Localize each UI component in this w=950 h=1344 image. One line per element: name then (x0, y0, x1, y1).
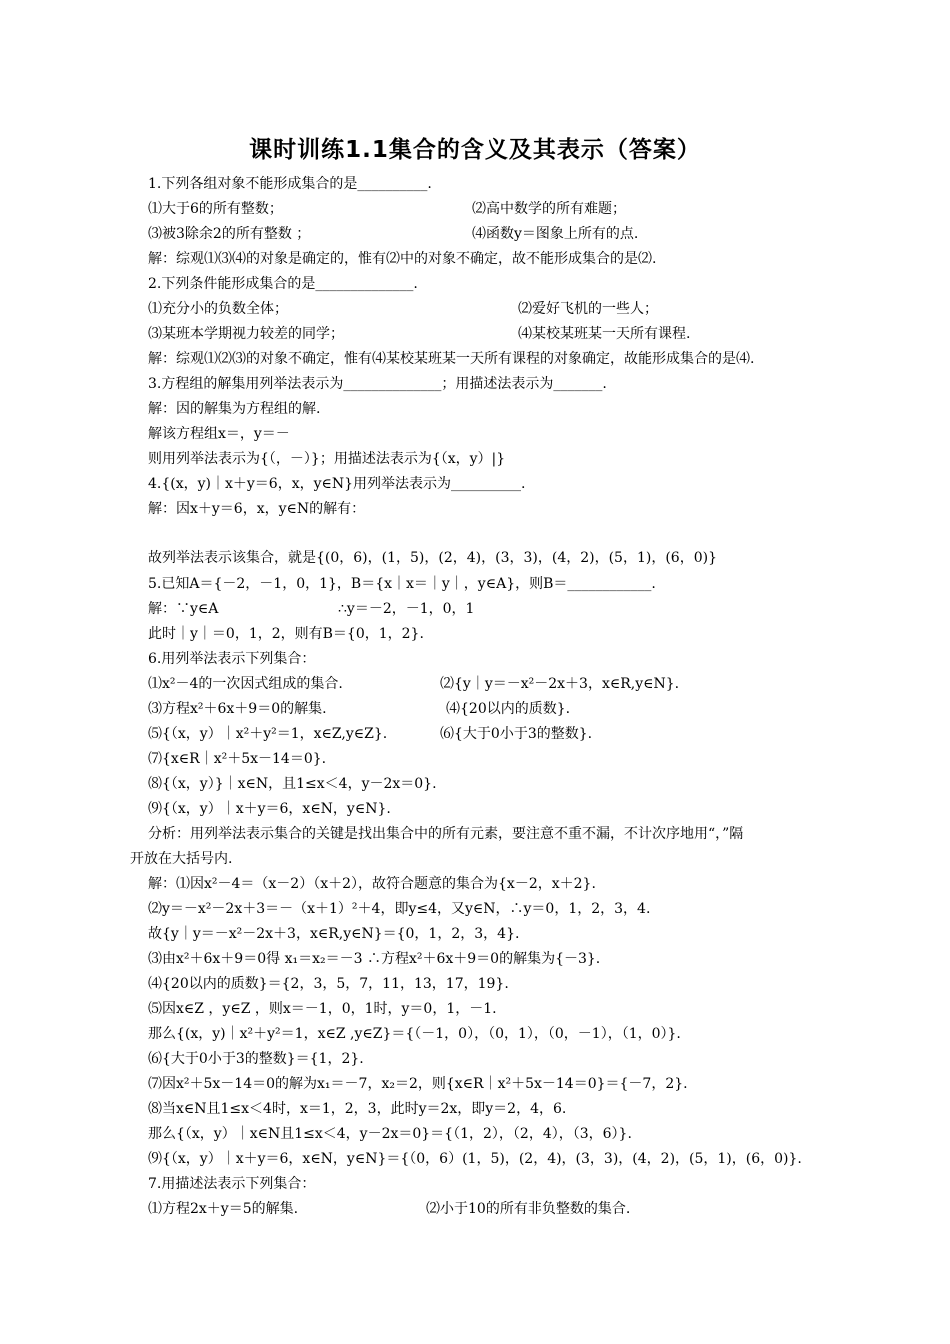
q3-solution-line-1: 解：因的解集为方程组的解. (148, 401, 321, 417)
q6-solution-4: ⑶由x²＋6x＋9＝0得 x₁＝x₂＝－3 ∴方程x²＋6x＋9＝0的解集为{－3}. (148, 951, 601, 967)
q1-solution: 解：综观⑴⑶⑷的对象是确定的，惟有⑵中的对象不确定，故不能形成集合的是⑵. (148, 251, 657, 267)
q6-solution-5: ⑷{20以内的质数}＝{2，3，5，7，11，13，17，19}. (148, 976, 509, 992)
q6-solution-2: ⑵y＝－x²－2x＋3＝－（x＋1）²＋4，即y≤4，又y∈N，∴y＝0，1，2，3，4. (148, 901, 651, 917)
q7-part-2: ⑵小于10的所有非负整数的集合. (426, 1201, 631, 1217)
q6-solution-11: 那么{（x，y）｜x∈N且1≤x＜4，y－2x＝0}＝{（1，2），（2，4），（3，6）}. (148, 1126, 632, 1142)
q6-solution-9: ⑺因x²＋5x－14＝0的解为x₁＝－7，x₂＝2，则{x∈R｜x²＋5x－14＝0}＝{－7，2}. (148, 1076, 688, 1092)
q6-part-6: ⑹{大于0小于3的整数}. (440, 726, 593, 742)
q2-stem: 2.下列条件能形成集合的是______________. (148, 276, 418, 292)
q2-option-4: ⑷某校某班某一天所有课程. (518, 326, 691, 342)
q6-solution-6: ⑸因x∈Z ，y∈Z ，则x＝－1，0，1时，y＝0，1，－1. (148, 1001, 497, 1017)
q3-stem: 3.方程组的解集用列举法表示为______________；用描述法表示为_______. (148, 376, 607, 392)
q5-stem: 5.已知A＝{－2，－1，0，1}，B＝{x｜x＝｜y｜，y∈A}，则B＝____________. (148, 576, 656, 592)
q6-part-3: ⑶方程x²＋6x＋9＝0的解集. (148, 701, 327, 717)
q4-stem: 4.{(x，y)｜x＋y＝6，x，y∈N}用列举法表示为__________. (148, 476, 526, 492)
q5-solution-line-1b: ∴y＝－2，－1，0，1 (338, 601, 475, 617)
q6-part-5: ⑸{（x，y）｜x²＋y²＝1，x∈Z,y∈Z}. (148, 726, 388, 742)
q7-stem: 7.用描述法表示下列集合： (148, 1176, 316, 1192)
q3-solution-line-2: 解该方程组x＝，y＝－ (148, 426, 290, 442)
q6-analysis-line-1: 分析：用列举法表示集合的关键是找出集合中的所有元素，要注意不重不漏，不计次序地用“，”隔 (148, 826, 744, 842)
q1-option-1: ⑴大于6的所有整数； (148, 201, 283, 217)
q6-solution-12: ⑼{（x，y）｜x＋y＝6，x∈N，y∈N}＝{（0，6）(1，5)，(2，4)，(3，3)，(4，2)，(5，1)，(6，0)}. (148, 1151, 802, 1167)
q6-part-9: ⑼{（x，y）｜x＋y＝6，x∈N，y∈N}. (148, 801, 391, 817)
q2-option-2: ⑵爱好飞机的一些人； (518, 301, 658, 317)
q2-option-1: ⑴充分小的负数全体； (148, 301, 288, 317)
q6-solution-1: 解：⑴因x²－4＝（x－2）（x＋2），故符合题意的集合为{x－2，x＋2}. (148, 876, 596, 892)
q6-part-7: ⑺{x∈R｜x²＋5x－14＝0}. (148, 751, 327, 767)
q7-part-1: ⑴方程2x＋y＝5的解集. (148, 1201, 299, 1217)
q1-option-3: ⑶被3除余2的所有整数 ； (148, 226, 311, 242)
q2-option-3: ⑶某班本学期视力较差的同学； (148, 326, 344, 342)
q6-solution-8: ⑹{大于0小于3的整数}＝{1，2}. (148, 1051, 364, 1067)
q1-option-4: ⑷函数y＝图象上所有的点. (472, 226, 639, 242)
q1-option-2: ⑵高中数学的所有难题； (472, 201, 626, 217)
q6-solution-7: 那么{(x，y)｜x²＋y²＝1，x∈Z ,y∈Z}＝{（－1，0），（0，1），（0，－1），（1，0）}. (148, 1026, 681, 1042)
q1-stem: 1.下列各组对象不能形成集合的是__________. (148, 176, 432, 192)
q2-solution: 解：综观⑴⑵⑶的对象不确定，惟有⑷某校某班某一天所有课程的对象确定，故能形成集合的是⑷. (148, 351, 755, 367)
q4-solution-line-1: 解：因x＋y＝6，x，y∈N的解有： (148, 501, 366, 517)
q6-solution-3: 故{y｜y＝－x²－2x＋3，x∈R,y∈N}＝{0，1，2，3，4}. (148, 926, 520, 942)
q6-analysis-line-2: 开放在大括号内. (130, 851, 233, 867)
q6-part-4: ⑷{20以内的质数}. (446, 701, 571, 717)
q6-solution-10: ⑻当x∈N且1≤x＜4时，x＝1，2，3，此时y＝2x，即y＝2，4，6. (148, 1101, 567, 1117)
page-title: 课时训练1.1集合的含义及其表示（答案） (249, 137, 701, 163)
q3-solution-line-3: 则用列举法表示为{（，－）}；用描述法表示为{（x，y）|} (148, 451, 506, 467)
q6-part-1: ⑴x²－4的一次因式组成的集合. (148, 676, 343, 692)
q6-stem: 6.用列举法表示下列集合： (148, 651, 316, 667)
q6-part-8: ⑻{（x，y）}｜x∈N，且1≤x＜4，y－2x＝0}. (148, 776, 437, 792)
q5-solution-line-1a: 解：∵y∈A (148, 601, 219, 617)
q4-solution-line-2: 故列举法表示该集合，就是{(0，6)，(1，5)，(2，4)，(3，3)，(4，2)，(5，1)，(6，0)} (148, 550, 717, 566)
q5-solution-line-2: 此时｜y｜＝0，1，2，则有B＝{0，1，2}. (148, 626, 424, 642)
q6-part-2: ⑵{y｜y＝－x²－2x＋3，x∈R,y∈N}. (440, 676, 680, 692)
